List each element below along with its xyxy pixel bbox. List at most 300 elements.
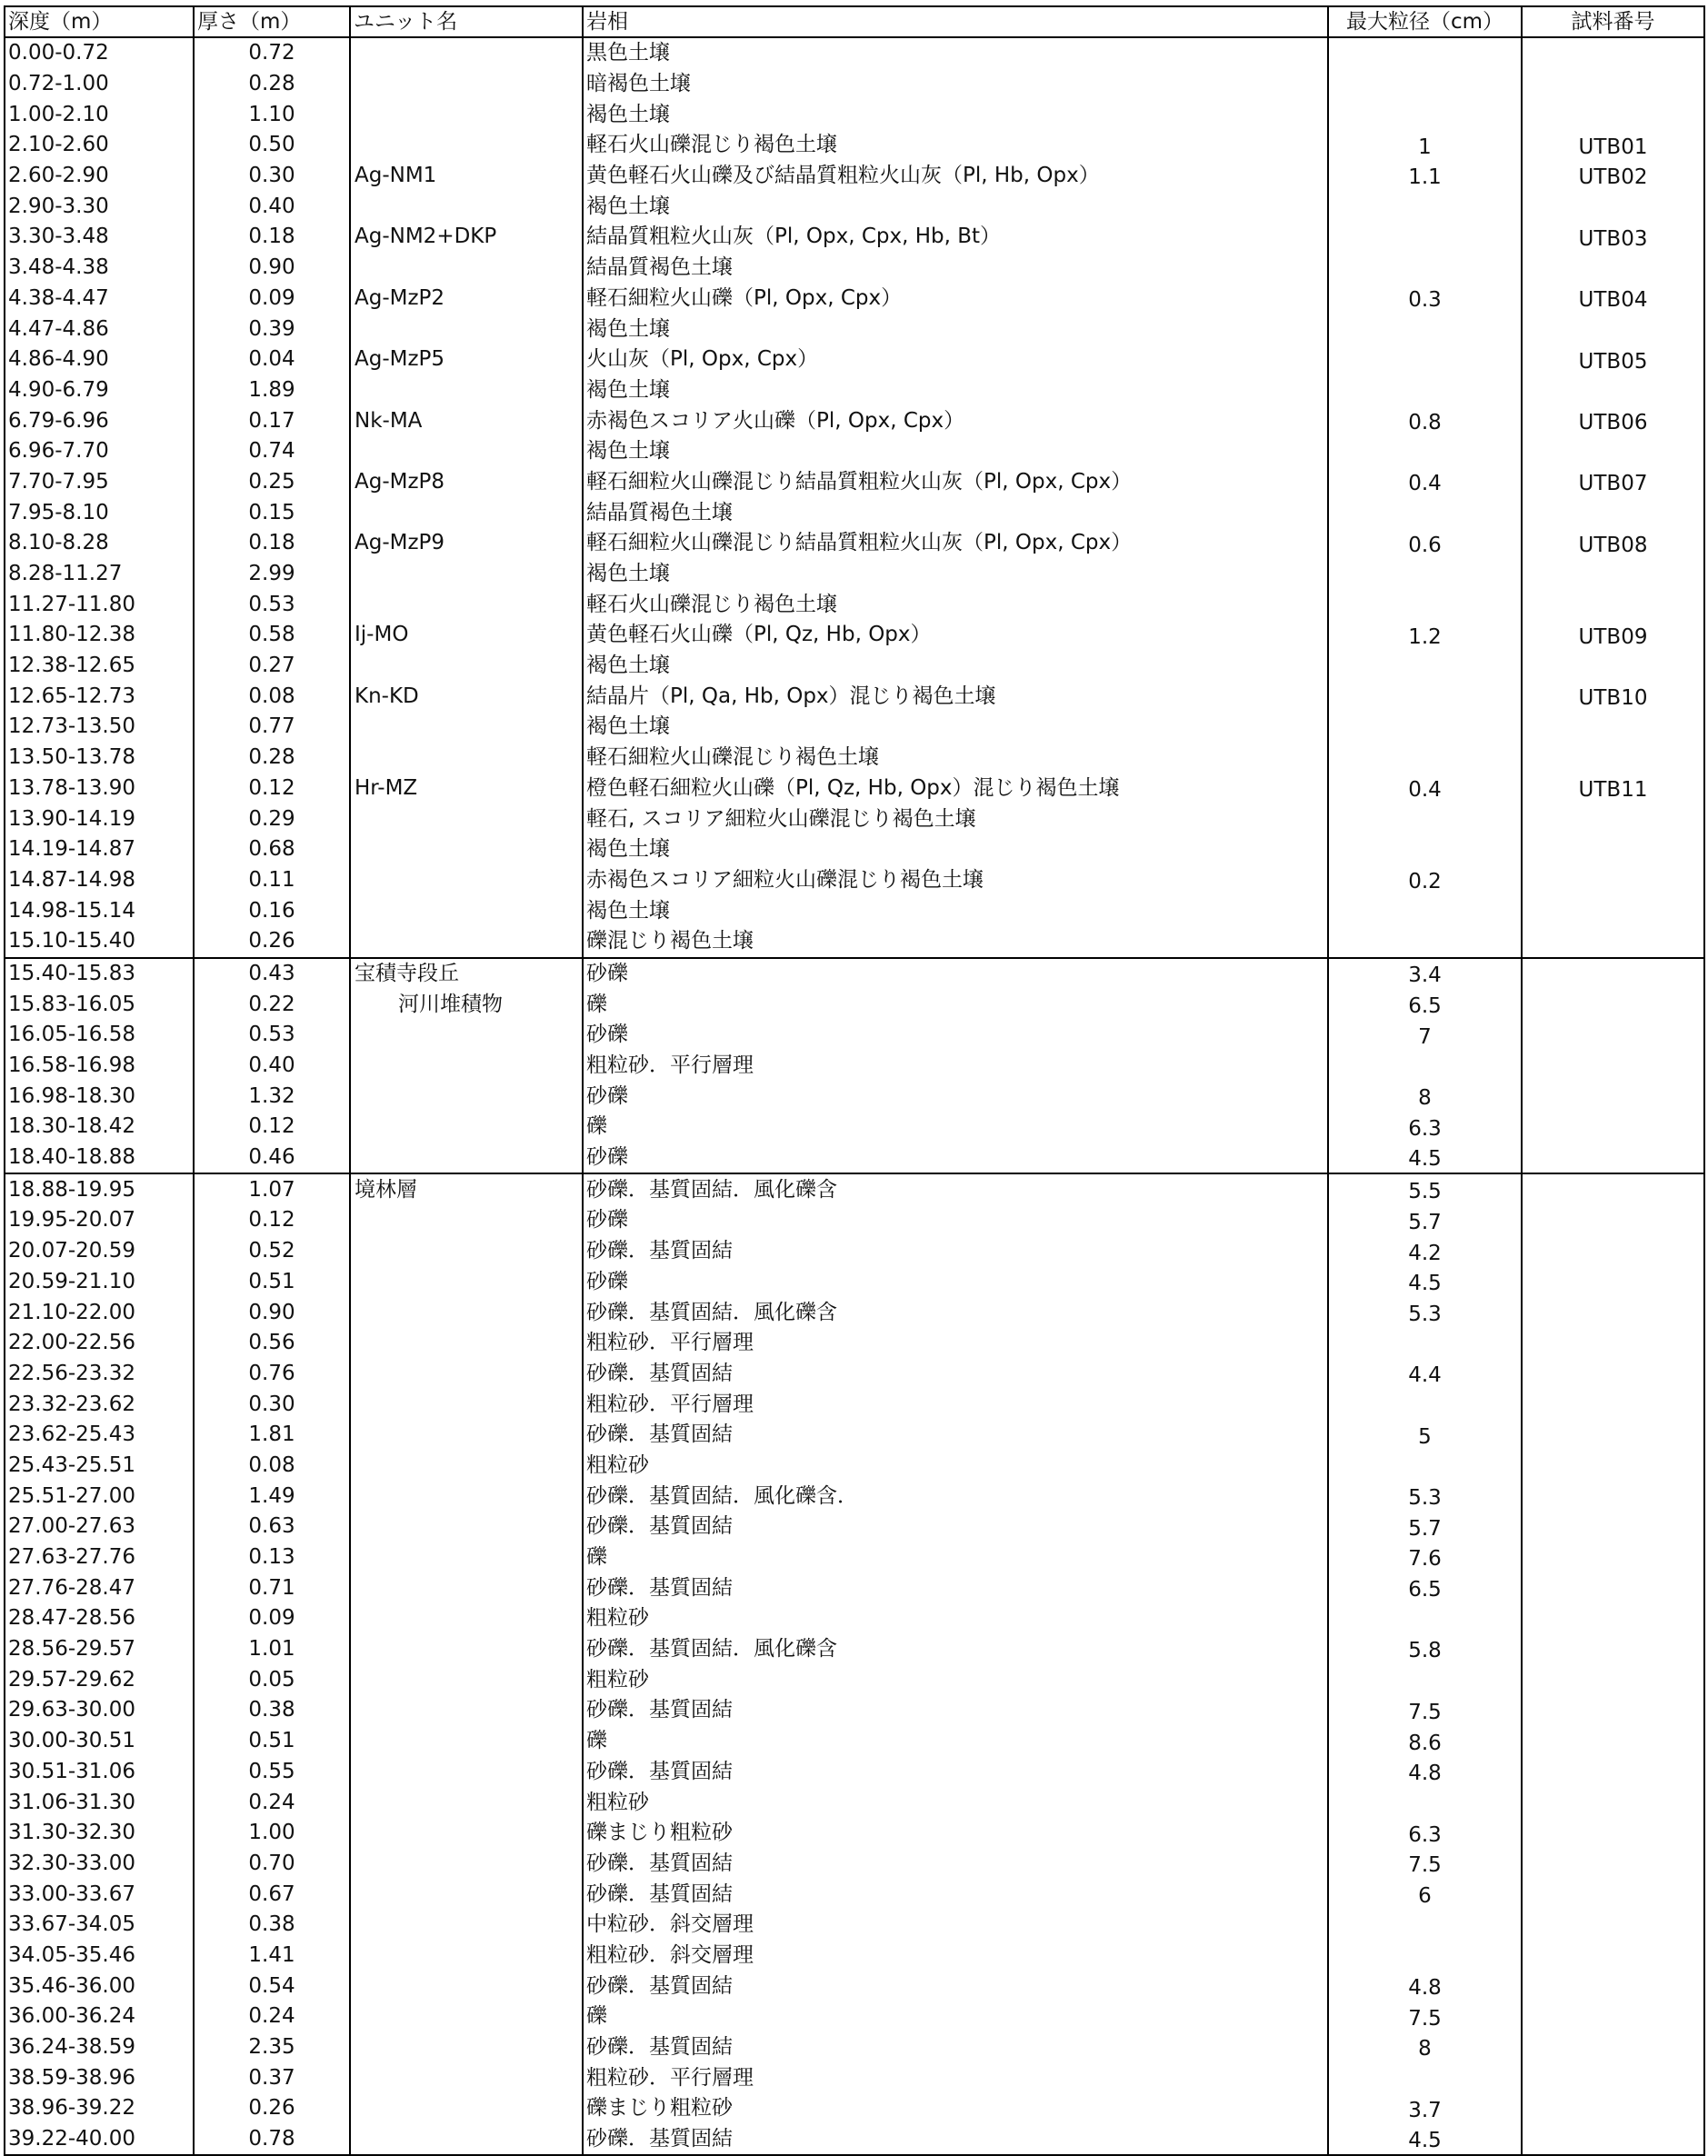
depth-cell: 23.62-25.43 bbox=[5, 1420, 194, 1451]
max-grain-cell: 1 bbox=[1328, 130, 1522, 161]
sample-cell bbox=[1522, 497, 1704, 528]
lithology-cell: 褐色土壌 bbox=[583, 651, 1328, 682]
depth-cell: 38.96-39.22 bbox=[5, 2093, 194, 2124]
depth-cell: 18.88-19.95 bbox=[5, 1173, 194, 1205]
thickness-cell: 2.99 bbox=[194, 559, 350, 590]
unit-cell bbox=[350, 1542, 583, 1573]
max-grain-cell bbox=[1328, 651, 1522, 682]
max-grain-cell bbox=[1328, 743, 1522, 774]
unit-cell bbox=[350, 743, 583, 774]
table-row bbox=[5, 774, 1704, 804]
lithology-cell: 黄色軽石火山礫及び結晶質粗粒火山灰（Pl, Hb, Opx） bbox=[583, 161, 1328, 192]
max-grain-cell: 7.6 bbox=[1328, 1542, 1522, 1573]
thickness-cell: 0.27 bbox=[194, 651, 350, 682]
sample-cell bbox=[1522, 589, 1704, 620]
depth-cell: 2.60-2.90 bbox=[5, 161, 194, 192]
sample-cell: UTB03 bbox=[1522, 222, 1704, 253]
unit-cell: Hr-MZ bbox=[350, 774, 583, 804]
table-row bbox=[5, 2001, 1704, 2032]
depth-cell: 4.47-4.86 bbox=[5, 314, 194, 344]
sample-cell bbox=[1522, 1328, 1704, 1359]
thickness-cell: 0.30 bbox=[194, 161, 350, 192]
unit-cell bbox=[350, 1420, 583, 1451]
max-grain-cell: 0.2 bbox=[1328, 865, 1522, 896]
depth-cell: 30.00-30.51 bbox=[5, 1726, 194, 1757]
lithology-cell: 褐色土壌 bbox=[583, 314, 1328, 344]
lithology-cell: 礫 bbox=[583, 1726, 1328, 1757]
sample-cell bbox=[1522, 865, 1704, 896]
max-grain-cell: 7.5 bbox=[1328, 2001, 1522, 2032]
sample-cell bbox=[1522, 2062, 1704, 2093]
table-row bbox=[5, 1420, 1704, 1451]
sample-cell bbox=[1522, 1451, 1704, 1482]
thickness-cell: 0.22 bbox=[194, 989, 350, 1020]
depth-cell: 15.40-15.83 bbox=[5, 958, 194, 990]
thickness-cell: 0.70 bbox=[194, 1849, 350, 1880]
table-row bbox=[5, 651, 1704, 682]
depth-cell: 39.22-40.00 bbox=[5, 2124, 194, 2156]
thickness-cell: 0.18 bbox=[194, 528, 350, 559]
lithology-cell: 砂礫．基質固結 bbox=[583, 1572, 1328, 1603]
depth-cell: 18.40-18.88 bbox=[5, 1143, 194, 1174]
table-row bbox=[5, 1572, 1704, 1603]
thickness-cell: 1.07 bbox=[194, 1173, 350, 1205]
depth-cell: 23.32-23.62 bbox=[5, 1389, 194, 1420]
depth-cell: 3.30-3.48 bbox=[5, 222, 194, 253]
sample-cell bbox=[1522, 743, 1704, 774]
thickness-cell: 0.55 bbox=[194, 1757, 350, 1788]
unit-cell bbox=[350, 1481, 583, 1512]
max-grain-cell: 5.3 bbox=[1328, 1481, 1522, 1512]
sample-cell bbox=[1522, 1695, 1704, 1726]
thickness-cell: 1.01 bbox=[194, 1634, 350, 1665]
max-grain-cell: 0.8 bbox=[1328, 405, 1522, 436]
sample-cell bbox=[1522, 834, 1704, 865]
thickness-cell: 2.35 bbox=[194, 2032, 350, 2063]
unit-cell bbox=[350, 1267, 583, 1298]
max-grain-cell: 8 bbox=[1328, 1081, 1522, 1112]
max-grain-cell: 4.5 bbox=[1328, 1267, 1522, 1298]
sample-cell: UTB04 bbox=[1522, 284, 1704, 314]
sample-cell bbox=[1522, 1267, 1704, 1298]
lithology-cell: 砂礫．基質固結 bbox=[583, 1849, 1328, 1880]
max-grain-cell: 5.3 bbox=[1328, 1297, 1522, 1328]
stratigraphy-table-container bbox=[4, 5, 1703, 2156]
unit-cell bbox=[350, 436, 583, 467]
table-row bbox=[5, 620, 1704, 651]
thickness-cell: 1.32 bbox=[194, 1081, 350, 1112]
table-row bbox=[5, 69, 1704, 100]
table-row bbox=[5, 1787, 1704, 1818]
lithology-cell: 砂礫 bbox=[583, 1020, 1328, 1051]
table-row bbox=[5, 191, 1704, 222]
sample-cell: UTB05 bbox=[1522, 344, 1704, 375]
max-grain-cell: 6.5 bbox=[1328, 1572, 1522, 1603]
depth-cell: 2.10-2.60 bbox=[5, 130, 194, 161]
lithology-cell: 礫 bbox=[583, 1542, 1328, 1573]
unit-cell bbox=[350, 865, 583, 896]
sample-cell bbox=[1522, 37, 1704, 69]
lithology-cell: 褐色土壌 bbox=[583, 191, 1328, 222]
table-row bbox=[5, 1359, 1704, 1390]
table-row bbox=[5, 436, 1704, 467]
table-row bbox=[5, 222, 1704, 253]
thickness-cell: 0.74 bbox=[194, 436, 350, 467]
depth-cell: 12.73-13.50 bbox=[5, 712, 194, 743]
thickness-cell: 0.50 bbox=[194, 130, 350, 161]
depth-cell: 0.72-1.00 bbox=[5, 69, 194, 100]
thickness-cell: 0.11 bbox=[194, 865, 350, 896]
thickness-cell: 0.13 bbox=[194, 1542, 350, 1573]
depth-cell: 6.79-6.96 bbox=[5, 405, 194, 436]
stratigraphy-table bbox=[4, 5, 1705, 2156]
unit-cell bbox=[350, 1512, 583, 1542]
table-row bbox=[5, 589, 1704, 620]
sample-cell bbox=[1522, 1112, 1704, 1143]
sample-cell bbox=[1522, 651, 1704, 682]
lithology-cell: 砂礫．基質固結 bbox=[583, 1695, 1328, 1726]
lithology-cell: 結晶質褐色土壌 bbox=[583, 497, 1328, 528]
unit-cell bbox=[350, 1359, 583, 1390]
unit-cell bbox=[350, 559, 583, 590]
table-row bbox=[5, 1664, 1704, 1695]
sample-cell bbox=[1522, 1173, 1704, 1205]
depth-cell: 4.38-4.47 bbox=[5, 284, 194, 314]
unit-cell bbox=[350, 1941, 583, 1971]
header-row bbox=[5, 6, 1704, 37]
max-grain-cell bbox=[1328, 1787, 1522, 1818]
unit-cell bbox=[350, 2062, 583, 2093]
thickness-cell: 0.52 bbox=[194, 1236, 350, 1267]
depth-cell: 29.57-29.62 bbox=[5, 1664, 194, 1695]
max-grain-cell bbox=[1328, 99, 1522, 130]
sample-cell bbox=[1522, 1020, 1704, 1051]
sample-cell bbox=[1522, 1634, 1704, 1665]
unit-cell bbox=[350, 1572, 583, 1603]
sample-cell bbox=[1522, 436, 1704, 467]
max-grain-cell: 5.7 bbox=[1328, 1205, 1522, 1236]
max-grain-cell bbox=[1328, 436, 1522, 467]
table-row bbox=[5, 1051, 1704, 1082]
sample-cell bbox=[1522, 1787, 1704, 1818]
unit-cell bbox=[350, 1112, 583, 1143]
depth-cell: 4.90-6.79 bbox=[5, 375, 194, 406]
depth-cell: 28.56-29.57 bbox=[5, 1634, 194, 1665]
sample-cell bbox=[1522, 314, 1704, 344]
unit-cell bbox=[350, 2032, 583, 2063]
depth-cell: 20.07-20.59 bbox=[5, 1236, 194, 1267]
max-grain-cell bbox=[1328, 895, 1522, 926]
table-row bbox=[5, 405, 1704, 436]
max-grain-cell bbox=[1328, 2062, 1522, 2093]
max-grain-cell: 4.2 bbox=[1328, 1236, 1522, 1267]
depth-cell: 31.06-31.30 bbox=[5, 1787, 194, 1818]
lithology-cell: 礫混じり褐色土壌 bbox=[583, 926, 1328, 958]
unit-cell bbox=[350, 1818, 583, 1849]
lithology-cell: 中粒砂．斜交層理 bbox=[583, 1910, 1328, 1941]
lithology-cell: 砂礫．基質固結 bbox=[583, 1879, 1328, 1910]
max-grain-cell: 4.5 bbox=[1328, 1143, 1522, 1174]
unit-cell bbox=[350, 1297, 583, 1328]
table-row bbox=[5, 1512, 1704, 1542]
max-grain-cell: 7 bbox=[1328, 1020, 1522, 1051]
table-row bbox=[5, 681, 1704, 712]
lithology-cell: 礫 bbox=[583, 1112, 1328, 1143]
lithology-cell: 褐色土壌 bbox=[583, 559, 1328, 590]
max-grain-cell: 6 bbox=[1328, 1879, 1522, 1910]
thickness-cell: 0.16 bbox=[194, 895, 350, 926]
sample-cell bbox=[1522, 69, 1704, 100]
table-row bbox=[5, 2093, 1704, 2124]
sample-cell bbox=[1522, 1236, 1704, 1267]
lithology-cell: 礫まじり粗粒砂 bbox=[583, 2093, 1328, 2124]
unit-cell bbox=[350, 926, 583, 958]
depth-cell: 2.90-3.30 bbox=[5, 191, 194, 222]
sample-cell bbox=[1522, 1941, 1704, 1971]
unit-cell: Ag-NM2+DKP bbox=[350, 222, 583, 253]
max-grain-cell bbox=[1328, 559, 1522, 590]
unit-cell bbox=[350, 314, 583, 344]
depth-cell: 7.70-7.95 bbox=[5, 467, 194, 498]
depth-cell: 16.05-16.58 bbox=[5, 1020, 194, 1051]
max-grain-cell: 3.4 bbox=[1328, 958, 1522, 990]
table-row bbox=[5, 895, 1704, 926]
lithology-cell: 粗粒砂 bbox=[583, 1603, 1328, 1634]
depth-cell: 27.00-27.63 bbox=[5, 1512, 194, 1542]
table-row bbox=[5, 1267, 1704, 1298]
thickness-cell: 0.09 bbox=[194, 284, 350, 314]
table-row bbox=[5, 1481, 1704, 1512]
unit-cell bbox=[350, 130, 583, 161]
thickness-cell: 1.81 bbox=[194, 1420, 350, 1451]
unit-cell bbox=[350, 1205, 583, 1236]
sample-cell bbox=[1522, 1420, 1704, 1451]
sample-cell bbox=[1522, 804, 1704, 834]
thickness-cell: 0.24 bbox=[194, 1787, 350, 1818]
thickness-cell: 0.28 bbox=[194, 69, 350, 100]
depth-cell: 13.90-14.19 bbox=[5, 804, 194, 834]
lithology-cell: 砂礫．基質固結．風化礫含 bbox=[583, 1297, 1328, 1328]
unit-cell: 境林層 bbox=[350, 1173, 583, 1205]
lithology-cell: 暗褐色土壌 bbox=[583, 69, 1328, 100]
table-row bbox=[5, 2124, 1704, 2156]
max-grain-cell bbox=[1328, 1664, 1522, 1695]
table-row bbox=[5, 284, 1704, 314]
thickness-cell: 0.53 bbox=[194, 589, 350, 620]
depth-cell: 27.63-27.76 bbox=[5, 1542, 194, 1573]
sample-cell bbox=[1522, 559, 1704, 590]
sample-cell bbox=[1522, 958, 1704, 990]
lithology-cell: 粗粒砂 bbox=[583, 1664, 1328, 1695]
lithology-cell: 赤褐色スコリア細粒火山礫混じり褐色土壌 bbox=[583, 865, 1328, 896]
depth-cell: 8.10-8.28 bbox=[5, 528, 194, 559]
unit-cell bbox=[350, 1879, 583, 1910]
lithology-cell: 砂礫．基質固結．風化礫含 bbox=[583, 1173, 1328, 1205]
depth-cell: 1.00-2.10 bbox=[5, 99, 194, 130]
table-row bbox=[5, 804, 1704, 834]
table-row bbox=[5, 1941, 1704, 1971]
unit-cell bbox=[350, 1236, 583, 1267]
lithology-cell: 砂礫．基質固結 bbox=[583, 1971, 1328, 2001]
sample-cell bbox=[1522, 375, 1704, 406]
depth-cell: 21.10-22.00 bbox=[5, 1297, 194, 1328]
lithology-cell: 砂礫．基質固結 bbox=[583, 1757, 1328, 1788]
max-grain-cell bbox=[1328, 1328, 1522, 1359]
thickness-cell: 0.37 bbox=[194, 2062, 350, 2093]
thickness-cell: 0.58 bbox=[194, 620, 350, 651]
max-grain-cell: 4.8 bbox=[1328, 1971, 1522, 2001]
depth-cell: 3.48-4.38 bbox=[5, 253, 194, 284]
lithology-cell: 軽石細粒火山礫混じり結晶質粗粒火山灰（Pl, Opx, Cpx） bbox=[583, 467, 1328, 498]
lithology-cell: 火山灰（Pl, Opx, Cpx） bbox=[583, 344, 1328, 375]
max-grain-cell: 7.5 bbox=[1328, 1849, 1522, 1880]
lithology-cell: 砂礫．基質固結 bbox=[583, 1420, 1328, 1451]
depth-cell: 16.98-18.30 bbox=[5, 1081, 194, 1112]
sample-cell bbox=[1522, 1910, 1704, 1941]
depth-cell: 32.30-33.00 bbox=[5, 1849, 194, 1880]
thickness-cell: 0.29 bbox=[194, 804, 350, 834]
lithology-cell: 褐色土壌 bbox=[583, 834, 1328, 865]
table-row bbox=[5, 1297, 1704, 1328]
sample-cell: UTB02 bbox=[1522, 161, 1704, 192]
max-grain-cell bbox=[1328, 1451, 1522, 1482]
thickness-cell: 0.26 bbox=[194, 2093, 350, 2124]
table-row bbox=[5, 743, 1704, 774]
depth-cell: 22.56-23.32 bbox=[5, 1359, 194, 1390]
unit-cell bbox=[350, 2093, 583, 2124]
unit-cell bbox=[350, 1664, 583, 1695]
unit-cell: Ag-MzP9 bbox=[350, 528, 583, 559]
depth-cell: 15.83-16.05 bbox=[5, 989, 194, 1020]
thickness-cell: 0.28 bbox=[194, 743, 350, 774]
unit-cell bbox=[350, 651, 583, 682]
thickness-cell: 0.76 bbox=[194, 1359, 350, 1390]
unit-cell bbox=[350, 1787, 583, 1818]
sample-cell: UTB07 bbox=[1522, 467, 1704, 498]
header-thickness: 厚さ（m） bbox=[194, 6, 350, 37]
unit-cell bbox=[350, 1451, 583, 1482]
unit-cell bbox=[350, 1143, 583, 1174]
thickness-cell: 0.08 bbox=[194, 681, 350, 712]
depth-cell: 14.98-15.14 bbox=[5, 895, 194, 926]
table-row bbox=[5, 1879, 1704, 1910]
depth-cell: 27.76-28.47 bbox=[5, 1572, 194, 1603]
max-grain-cell bbox=[1328, 497, 1522, 528]
sample-cell bbox=[1522, 2032, 1704, 2063]
unit-cell bbox=[350, 895, 583, 926]
unit-cell: Kn-KD bbox=[350, 681, 583, 712]
unit-cell bbox=[350, 2124, 583, 2156]
table-row bbox=[5, 1971, 1704, 2001]
header-lithology: 岩相 bbox=[583, 6, 1328, 37]
depth-cell: 36.00-36.24 bbox=[5, 2001, 194, 2032]
depth-cell: 28.47-28.56 bbox=[5, 1603, 194, 1634]
unit-cell: Ag-NM1 bbox=[350, 161, 583, 192]
lithology-cell: 黒色土壌 bbox=[583, 37, 1328, 69]
lithology-cell: 砂礫 bbox=[583, 1205, 1328, 1236]
max-grain-cell bbox=[1328, 681, 1522, 712]
table-row bbox=[5, 1081, 1704, 1112]
lithology-cell: 粗粒砂．平行層理 bbox=[583, 2062, 1328, 2093]
max-grain-cell: 5 bbox=[1328, 1420, 1522, 1451]
sample-cell bbox=[1522, 1297, 1704, 1328]
max-grain-cell: 8.6 bbox=[1328, 1726, 1522, 1757]
thickness-cell: 0.51 bbox=[194, 1267, 350, 1298]
thickness-cell: 0.46 bbox=[194, 1143, 350, 1174]
max-grain-cell: 5.7 bbox=[1328, 1512, 1522, 1542]
unit-cell bbox=[350, 1971, 583, 2001]
max-grain-cell: 3.7 bbox=[1328, 2093, 1522, 2124]
sample-cell bbox=[1522, 1205, 1704, 1236]
max-grain-cell: 6.3 bbox=[1328, 1818, 1522, 1849]
max-grain-cell bbox=[1328, 1941, 1522, 1971]
unit-cell bbox=[350, 1051, 583, 1082]
max-grain-cell bbox=[1328, 375, 1522, 406]
thickness-cell: 0.12 bbox=[194, 1205, 350, 1236]
unit-cell: Ag-MzP2 bbox=[350, 284, 583, 314]
depth-cell: 36.24-38.59 bbox=[5, 2032, 194, 2063]
thickness-cell: 0.17 bbox=[194, 405, 350, 436]
lithology-cell: 軽石細粒火山礫混じり結晶質粗粒火山灰（Pl, Opx, Cpx） bbox=[583, 528, 1328, 559]
depth-cell: 22.00-22.56 bbox=[5, 1328, 194, 1359]
table-row bbox=[5, 1020, 1704, 1051]
table-row bbox=[5, 1328, 1704, 1359]
lithology-cell: 褐色土壌 bbox=[583, 99, 1328, 130]
max-grain-cell: 0.3 bbox=[1328, 284, 1522, 314]
lithology-cell: 軽石, スコリア細粒火山礫混じり褐色土壌 bbox=[583, 804, 1328, 834]
table-body bbox=[5, 37, 1704, 2155]
unit-cell: Nk-MA bbox=[350, 405, 583, 436]
table-row bbox=[5, 344, 1704, 375]
table-row bbox=[5, 314, 1704, 344]
sample-cell bbox=[1522, 926, 1704, 958]
unit-cell bbox=[350, 1634, 583, 1665]
sample-cell: UTB06 bbox=[1522, 405, 1704, 436]
max-grain-cell bbox=[1328, 314, 1522, 344]
unit-cell bbox=[350, 497, 583, 528]
thickness-cell: 0.38 bbox=[194, 1910, 350, 1941]
depth-cell: 11.27-11.80 bbox=[5, 589, 194, 620]
table-row bbox=[5, 1389, 1704, 1420]
sample-cell bbox=[1522, 1726, 1704, 1757]
table-row bbox=[5, 1634, 1704, 1665]
table-row bbox=[5, 834, 1704, 865]
depth-cell: 6.96-7.70 bbox=[5, 436, 194, 467]
depth-cell: 25.43-25.51 bbox=[5, 1451, 194, 1482]
table-row bbox=[5, 958, 1704, 990]
sample-cell: UTB01 bbox=[1522, 130, 1704, 161]
sample-cell bbox=[1522, 1512, 1704, 1542]
lithology-cell: 砂礫 bbox=[583, 1267, 1328, 1298]
table-row bbox=[5, 1757, 1704, 1788]
sample-cell bbox=[1522, 1664, 1704, 1695]
sample-cell: UTB11 bbox=[1522, 774, 1704, 804]
table-row bbox=[5, 989, 1704, 1020]
sample-cell bbox=[1522, 2001, 1704, 2032]
table-row bbox=[5, 1143, 1704, 1174]
unit-cell bbox=[350, 1603, 583, 1634]
lithology-cell: 結晶片（Pl, Qa, Hb, Opx）混じり褐色土壌 bbox=[583, 681, 1328, 712]
lithology-cell: 黄色軽石火山礫（Pl, Qz, Hb, Opx） bbox=[583, 620, 1328, 651]
lithology-cell: 粗粒砂 bbox=[583, 1451, 1328, 1482]
thickness-cell: 1.49 bbox=[194, 1481, 350, 1512]
sample-cell bbox=[1522, 712, 1704, 743]
unit-cell: 宝積寺段丘 bbox=[350, 958, 583, 990]
max-grain-cell: 8 bbox=[1328, 2032, 1522, 2063]
lithology-cell: 砂礫．基質固結．風化礫含 bbox=[583, 1634, 1328, 1665]
depth-cell: 13.78-13.90 bbox=[5, 774, 194, 804]
header-depth: 深度（m） bbox=[5, 6, 194, 37]
